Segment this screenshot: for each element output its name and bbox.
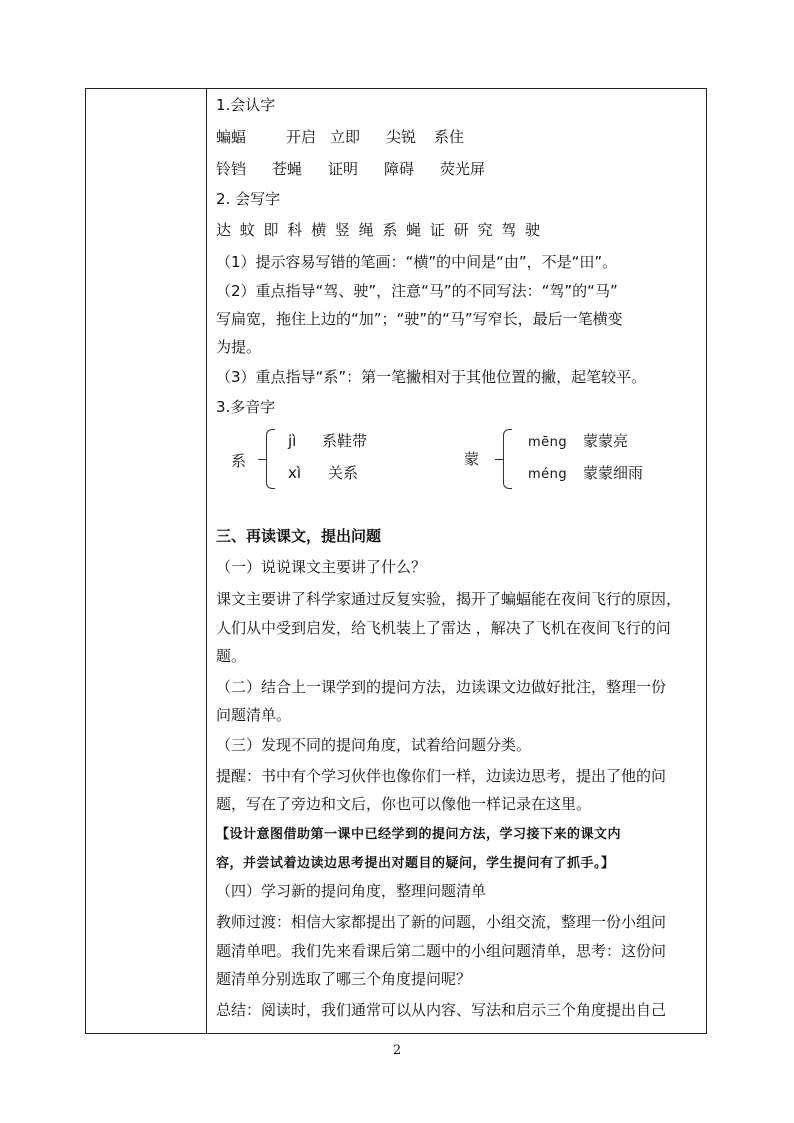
recognize-heading: 1.会认字 <box>216 96 276 114</box>
section-heading: 三、再读课文，提出问题 <box>216 527 382 545</box>
word: 蝙蝠 <box>216 128 247 146</box>
reading-word: 蒙蒙细雨 <box>583 464 644 482</box>
word: 开启 <box>286 128 317 146</box>
word: 苍蝇 <box>272 160 303 178</box>
reminder-line-1: 提醒：书中有个学习伙伴也像你们一样，边读边思考，提出了他的问 <box>216 767 667 785</box>
word: 立即 <box>330 128 361 146</box>
question-2-line-2: 问题清单。 <box>216 706 292 724</box>
answer-1-line-2: 人们从中受到启发，给飞机装上了雷达 ，解决了飞机在夜间飞行的问 <box>216 619 671 637</box>
write-tip-1: （1）提示容易写错的笔画：“横”的中间是“由”，不是“田”。 <box>216 253 618 271</box>
teacher-line-1: 教师过渡：相信大家都提出了新的问题，小组交流，整理一份小组问 <box>216 913 667 931</box>
answer-1-line-1: 课文主要讲了科学家通过反复实验，揭开了蝙蝠能在夜间飞行的原因， <box>216 590 682 608</box>
question-4: （四）学习新的提问角度，整理问题清单 <box>216 882 487 900</box>
write-heading: 2. 会写字 <box>216 190 281 208</box>
brace-icon <box>266 429 275 489</box>
write-tip-3: （3）重点指导“系”：第一笔撇相对于其他位置的撇，起笔较平。 <box>216 368 647 386</box>
word: 尖锐 <box>386 128 417 146</box>
question-1: （一）说说课文主要讲了什么？ <box>216 558 427 576</box>
question-3: （三）发现不同的提问角度，试着给问题分类。 <box>216 736 532 754</box>
write-tip-2-line-2: 写扁宽，拖住上边的“加”；“驶”的“马”写窄长，最后一笔横变 <box>216 310 623 328</box>
content-column <box>216 89 704 1033</box>
teacher-line-3: 题清单分别选取了哪三个角度提问呢？ <box>216 970 472 988</box>
write-tip-2-line-1: （2）重点指导“驾、驶”，注意“马”的不同写法：“驾”的“马” <box>216 282 618 300</box>
brace-tip-icon <box>258 459 266 460</box>
pinyin: méng <box>528 467 568 482</box>
question-2-line-1: （二）结合上一课学到的提问方法，边读课文边做好批注，整理一份 <box>216 678 667 696</box>
reading-word: 蒙蒙亮 <box>583 432 629 450</box>
polyphonic-heading: 3.多音字 <box>216 398 276 416</box>
page-number: 2 <box>392 1043 402 1058</box>
write-chars: 达 蚊 即 科 横 竖 绳 系 蝇 证 研 究 驾 驶 <box>216 221 542 239</box>
teacher-line-2: 题清单吧。我们先来看课后第二题中的小组问题清单，思考：这份问 <box>216 942 667 960</box>
brace-tip-icon <box>495 459 503 460</box>
design-intent-line-2: 容，并尝试着边读边思考提出对题目的疑问，学生提问有了抓手。】 <box>216 856 615 871</box>
pinyin: jì <box>288 432 297 450</box>
word: 系住 <box>434 128 465 146</box>
design-intent-line-1: 【设计意图借助第一课中已经学到的提问方法，学习接下来的课文内 <box>216 827 622 842</box>
left-column <box>86 89 207 1033</box>
reading-word: 系鞋带 <box>322 432 368 450</box>
polyphonic-char: 蒙 <box>464 450 480 468</box>
polyphonic-char: 系 <box>231 452 247 470</box>
pinyin: xì <box>288 464 302 482</box>
word: 证明 <box>328 160 359 178</box>
recognize-row-2 <box>216 159 696 179</box>
word: 荧光屏 <box>440 160 486 178</box>
summary-line-1: 总结：阅读时，我们通常可以从内容、写法和启示三个角度提出自己 <box>216 1001 667 1019</box>
answer-1-line-3: 题。 <box>216 647 247 665</box>
write-tip-2-line-3: 为提。 <box>216 338 262 356</box>
word: 障碍 <box>384 160 415 178</box>
lesson-table <box>85 88 707 1034</box>
word: 铃铛 <box>216 160 247 178</box>
pinyin: mēng <box>528 435 568 450</box>
reading-word: 关系 <box>328 464 359 482</box>
recognize-row-1 <box>216 127 696 147</box>
brace-icon <box>503 429 512 489</box>
reminder-line-2: 题，写在了旁边和文后，你也可以像他一样记录在这里。 <box>216 795 592 813</box>
